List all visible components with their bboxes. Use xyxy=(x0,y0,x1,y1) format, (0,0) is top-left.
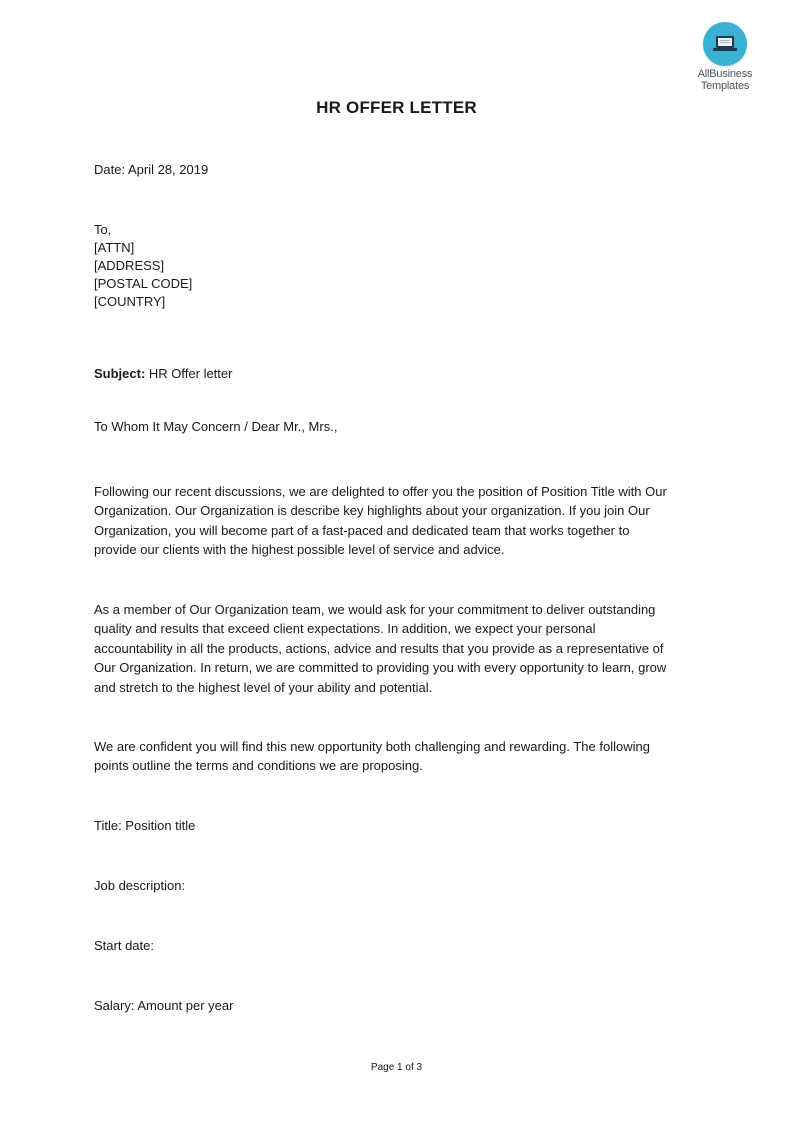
paragraph-line: Organization, you will become part of a fast-paced and dedicated team that works together to xyxy=(94,522,630,538)
term-title: Title: Position title xyxy=(94,818,196,833)
paragraph-line: accountability in all the products, actions, advice and results that you provide as a representative of xyxy=(94,640,664,656)
logo-line-2: Templates xyxy=(700,80,750,92)
paragraph-line: and stretch to the highest level of your ability and potential. xyxy=(94,679,433,695)
allbusiness-templates-logo xyxy=(690,22,760,92)
paragraph-terms-intro xyxy=(94,737,704,776)
address-country: [COUNTRY] xyxy=(94,294,166,309)
paragraph-line: Organization. Our Organization is describe key highlights about your organization. If you join Our xyxy=(94,503,650,519)
paragraph-line: As a member of Our Organization team, we would ask for your commitment to deliver outstanding xyxy=(94,602,656,617)
letter-date: Date: April 28, 2019 xyxy=(94,162,209,177)
subject-value: HR Offer letter xyxy=(145,366,233,381)
paragraph-line: Following our recent discussions, we are delighted to offer you the position of Position Title with Our xyxy=(94,484,667,499)
logo-line-1: AllBusiness xyxy=(697,68,753,80)
term-job-description: Job description: xyxy=(94,878,186,893)
paragraph-line: provide our clients with the highest possible level of service and advice. xyxy=(94,542,505,558)
subject-label: Subject: xyxy=(94,366,146,381)
subject-line xyxy=(94,365,232,383)
paragraph-line: We are confident you will find this new opportunity both challenging and rewarding. The following xyxy=(94,739,650,754)
address-to: To, xyxy=(94,222,112,237)
term-salary: Salary: Amount per year xyxy=(94,998,234,1013)
page-number: Page 1 of 3 xyxy=(370,1062,423,1073)
paragraph-line: points outline the terms and conditions we are proposing. xyxy=(94,758,423,774)
paragraph-commitment xyxy=(94,600,704,697)
laptop-icon xyxy=(713,35,737,53)
paragraph-line: Our Organization. In return, we are committed to providing you with every opportunity to learn, grow xyxy=(94,660,667,676)
address-postal-code: [POSTAL CODE] xyxy=(94,276,193,291)
paragraph-line: quality and results that exceed client expectations. In addition, we expect your personal xyxy=(94,621,596,637)
document-title: HR OFFER LETTER xyxy=(316,98,477,117)
term-start-date: Start date: xyxy=(94,938,154,953)
logo-badge xyxy=(703,22,747,66)
paragraph-intro xyxy=(94,482,704,560)
logo-text xyxy=(690,68,760,92)
address-street: [ADDRESS] xyxy=(94,258,165,273)
salutation: To Whom It May Concern / Dear Mr., Mrs., xyxy=(94,419,338,434)
address-attn: [ATTN] xyxy=(94,240,135,255)
